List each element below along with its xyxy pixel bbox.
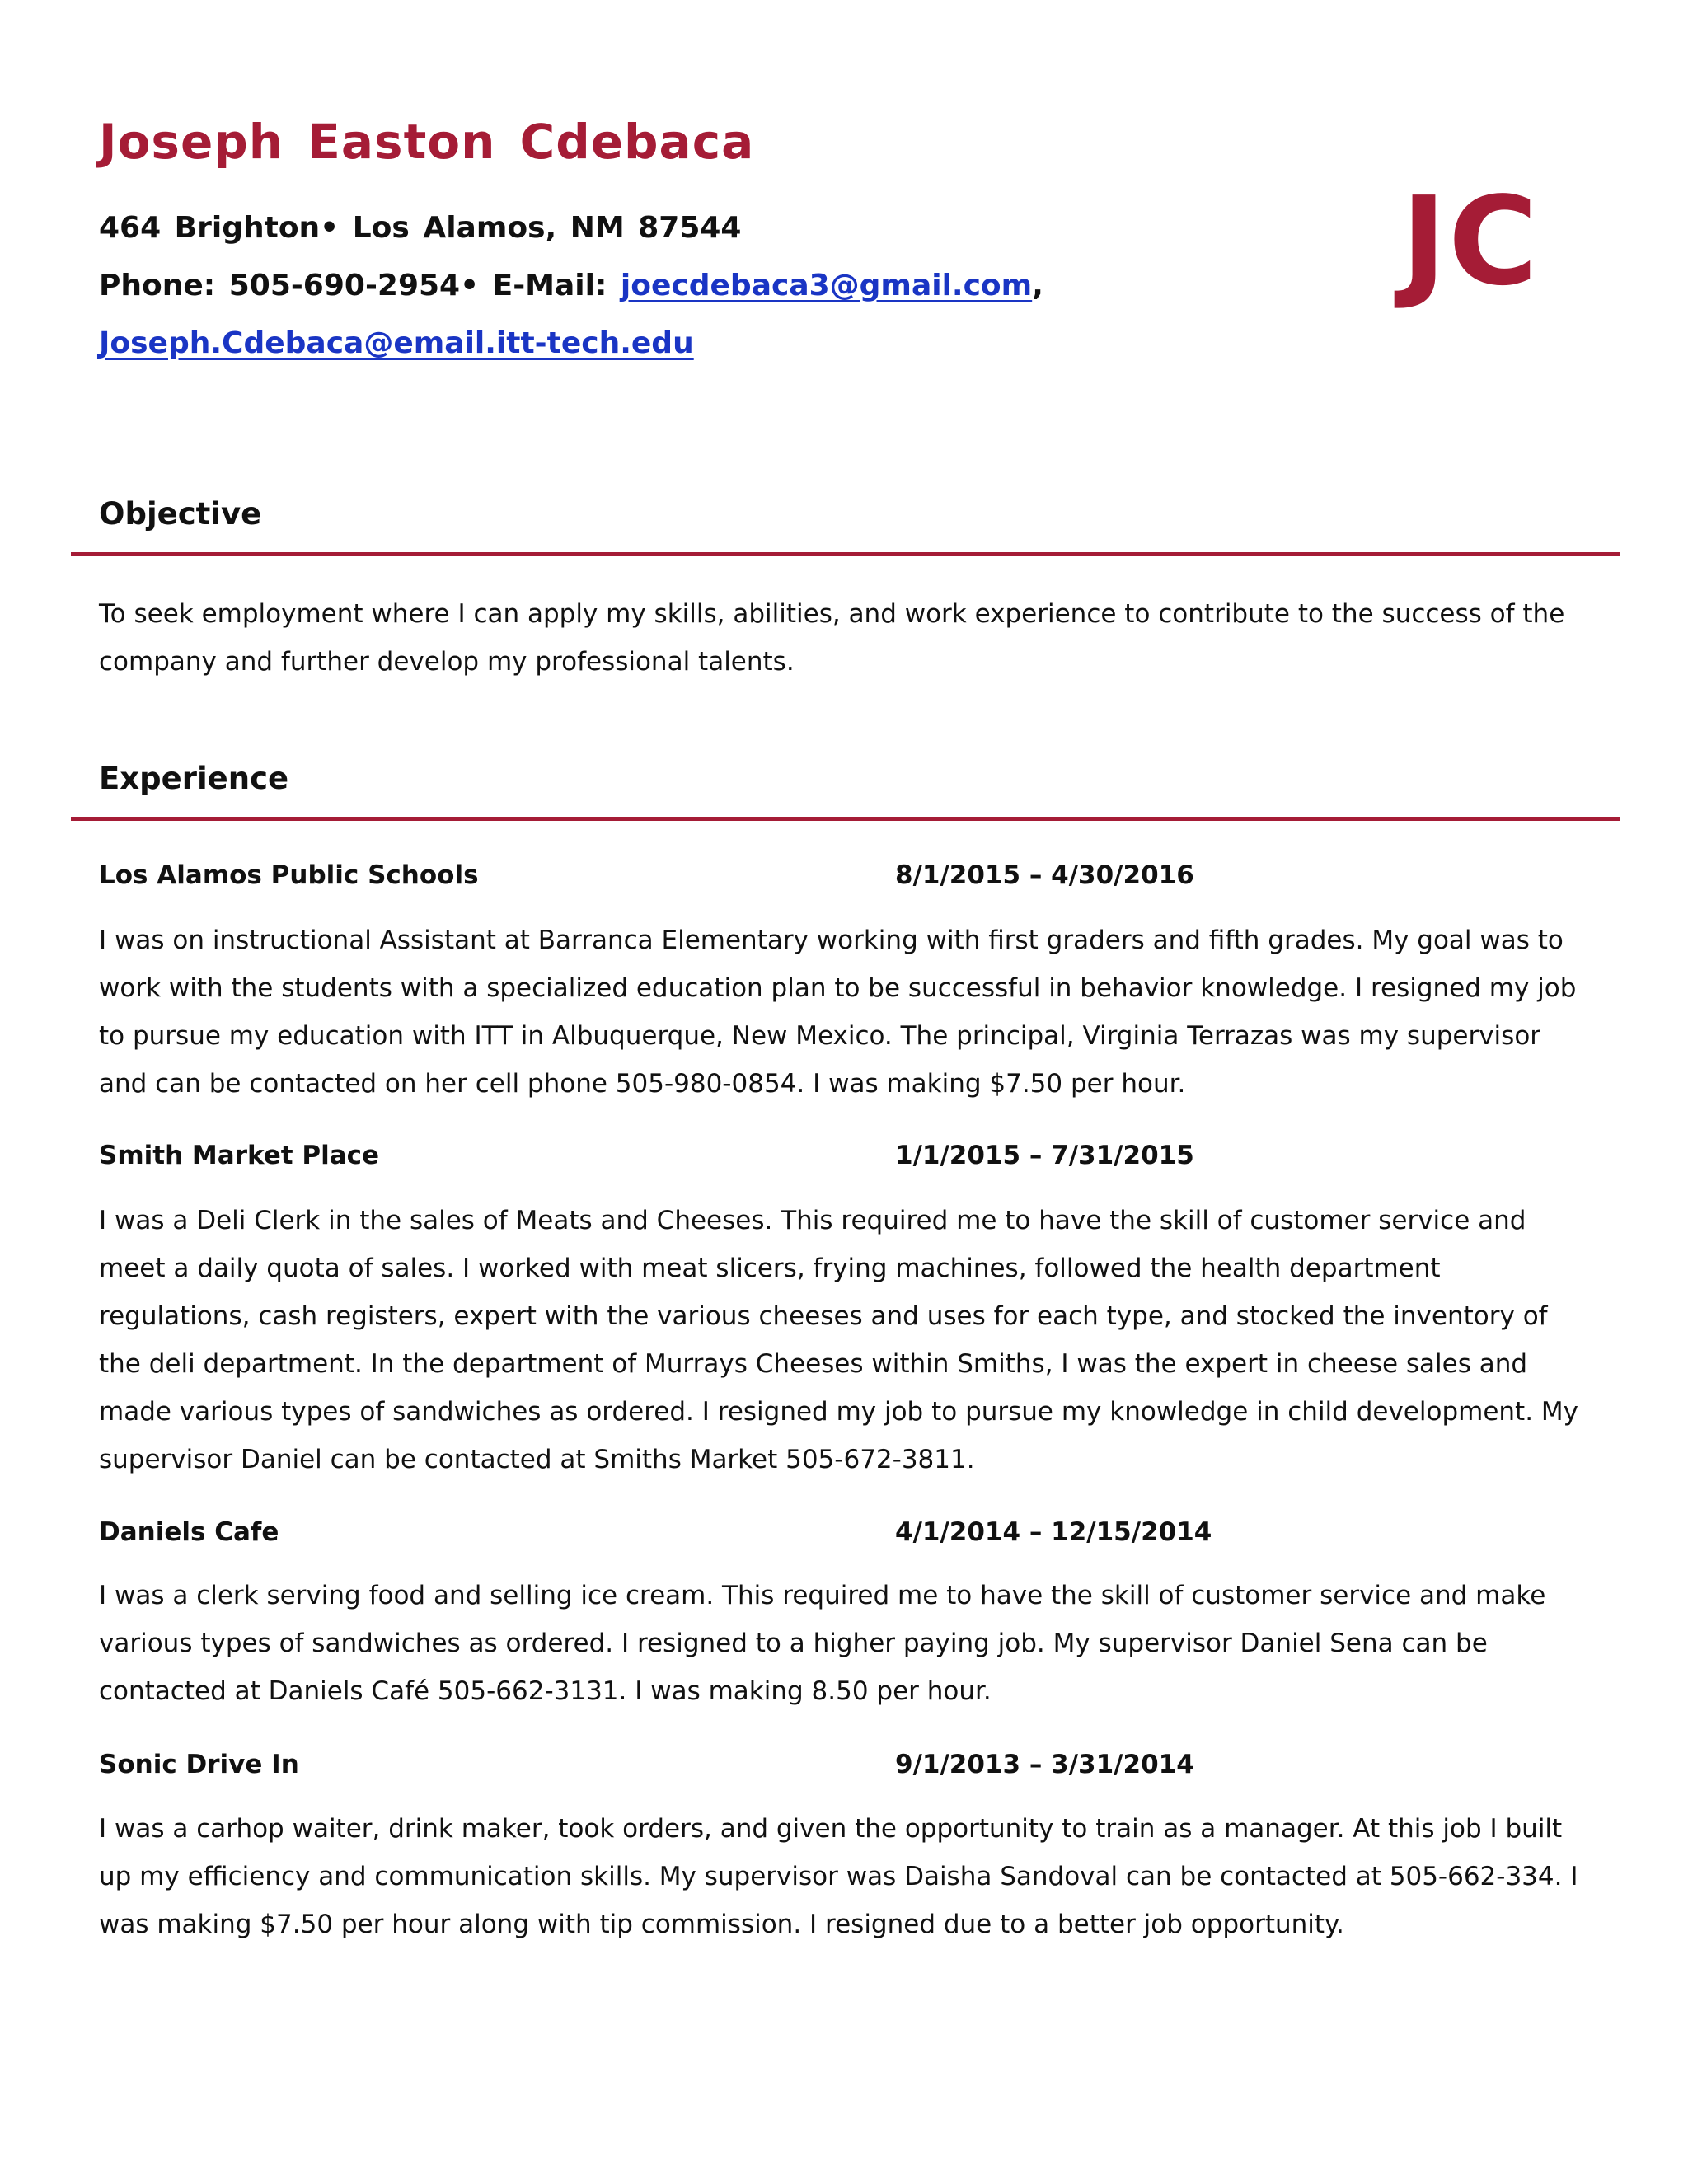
job-description: I was a clerk serving food and selling ice cream. This required me to have the skill of customer service and make various types of sandwiches as ordered. I resigned to a higher paying job. My supervisor Daniel Sena can be contacted at Daniels Café 505-662-3131. I was making 8.50 per hour. xyxy=(99,1581,1546,1706)
email-link-primary[interactable]: joecdebaca3@gmail.com xyxy=(620,269,1033,302)
job-description: I was a Deli Clerk in the sales of Meats and Cheeses. This required me to have the skill of customer service and meet a daily quota of sales. I worked with meat slicers, frying machines, followed the health department regulations, cash registers, expert with the various cheeses and uses for each type, and stocked the inventory of the deli department. In the department of Murrays Cheeses within Smiths, I was the expert in cheese sales and made various types of sandwiches as ordered. I resigned my job to pursue my knowledge in child development. My supervisor Daniel can be contacted at Smiths Market 505-672-3811. xyxy=(99,1206,1579,1474)
experience-heading: Experience xyxy=(99,761,289,796)
job-employer: Daniels Cafe xyxy=(99,1517,279,1547)
job-dates: 4/1/2014 – 12/15/2014 xyxy=(895,1517,1212,1547)
email-separator: , xyxy=(1032,269,1043,302)
job-employer: Sonic Drive In xyxy=(99,1750,299,1779)
job-dates: 9/1/2013 – 3/31/2014 xyxy=(895,1750,1194,1779)
job-employer: Los Alamos Public Schools xyxy=(99,860,479,890)
job-dates: 1/1/2015 – 7/31/2015 xyxy=(895,1141,1194,1170)
job-employer: Smith Market Place xyxy=(99,1141,380,1170)
experience-divider xyxy=(71,817,1620,821)
address-line: 464 Brighton• Los Alamos, NM 87544 xyxy=(99,211,742,245)
secondary-email-line xyxy=(99,326,694,360)
monogram-logo: JC xyxy=(1401,171,1540,312)
objective-heading: Objective xyxy=(99,496,262,532)
objective-divider xyxy=(71,552,1620,556)
email-link-secondary[interactable]: Joseph.Cdebaca@email.itt-tech.edu xyxy=(99,326,694,360)
phone-label: Phone: 505-690-2954• E-Mail: xyxy=(99,269,621,302)
objective-text: To seek employment where I can apply my skills, abilities, and work experience to contribute to the success of the company and further develop my professional talents. xyxy=(99,599,1565,677)
job-description: I was a carhop waiter, drink maker, took orders, and given the opportunity to train as a manager. At this job I built up my efficiency and communication skills. My supervisor was Daisha Sandoval can be contacted at 505-662-334. I was making $7.50 per hour along with tip commission. I resigned due to a better job opportunity. xyxy=(99,1814,1578,1939)
phone-email-line xyxy=(99,269,1043,302)
job-description: I was on instructional Assistant at Barranca Elementary working with first graders and fifth grades. My goal was to work with the students with a specialized education plan to be successful in behavior knowledge. I resigned my job to pursue my education with ITT in Albuquerque, New Mexico. The principal, Virginia Terrazas was my supervisor and can be contacted on her cell phone 505-980-0854. I was making $7.50 per hour. xyxy=(99,926,1577,1099)
job-dates: 8/1/2015 – 4/30/2016 xyxy=(895,860,1194,890)
applicant-name: Joseph Easton Cdebaca xyxy=(99,114,755,170)
